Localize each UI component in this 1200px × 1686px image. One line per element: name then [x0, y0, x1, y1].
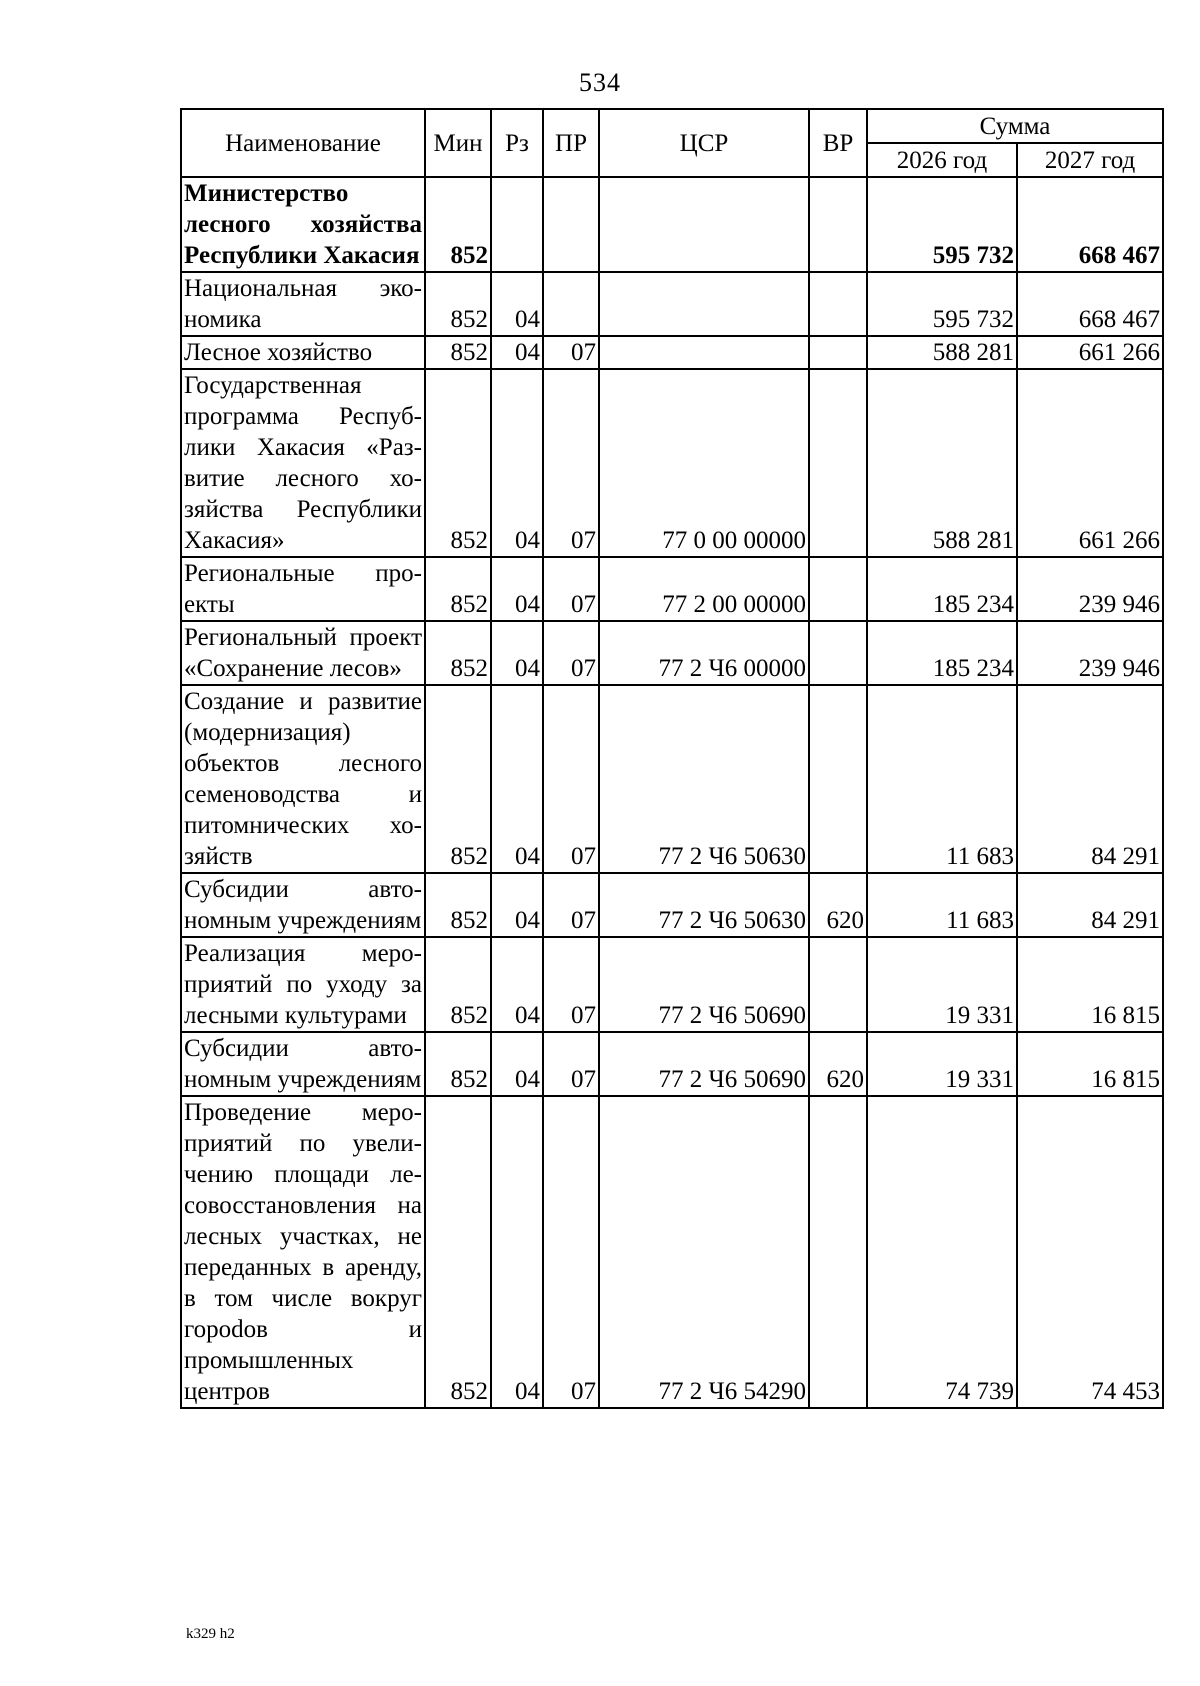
cell-name: Субсидии автономным учреждениям [181, 1032, 425, 1096]
cell-name: Лесное хозяйство [181, 336, 425, 369]
cell-min: 852 [425, 1032, 491, 1096]
cell-rz: 04 [491, 685, 543, 873]
table-row [181, 336, 1163, 369]
cell-pr [543, 272, 599, 336]
cell-csr: 77 2 Ч6 50690 [599, 1032, 809, 1096]
cell-rz: 04 [491, 369, 543, 557]
cell-sum-2026: 19 331 [867, 1032, 1017, 1096]
header-year-2026: 2026 год [867, 143, 1017, 177]
table-row [181, 369, 1163, 557]
page-number: 534 [579, 68, 621, 97]
cell-vr [809, 369, 867, 557]
cell-pr: 07 [543, 685, 599, 873]
cell-min: 852 [425, 873, 491, 937]
cell-sum-2027: 239 946 [1017, 557, 1163, 621]
cell-min: 852 [425, 557, 491, 621]
cell-sum-2026: 19 331 [867, 937, 1017, 1032]
cell-min: 852 [425, 272, 491, 336]
cell-name: Создание и развитие (модернизация) объектов лесного семеноводства и питомнических хозяйств [181, 685, 425, 873]
header-rz: Рз [491, 109, 543, 177]
cell-vr [809, 621, 867, 685]
cell-csr: 77 0 00 00000 [599, 369, 809, 557]
cell-min: 852 [425, 621, 491, 685]
cell-sum-2027: 661 266 [1017, 336, 1163, 369]
cell-vr [809, 685, 867, 873]
cell-min: 852 [425, 177, 491, 272]
cell-sum-2026: 595 732 [867, 272, 1017, 336]
cell-rz: 04 [491, 557, 543, 621]
cell-pr: 07 [543, 1096, 599, 1408]
cell-pr: 07 [543, 1032, 599, 1096]
cell-rz: 04 [491, 336, 543, 369]
cell-vr [809, 557, 867, 621]
cell-csr [599, 272, 809, 336]
cell-sum-2027: 239 946 [1017, 621, 1163, 685]
cell-sum-2027: 16 815 [1017, 937, 1163, 1032]
table-row [181, 177, 1163, 272]
table-row [181, 621, 1163, 685]
cell-vr [809, 177, 867, 272]
cell-vr: 620 [809, 873, 867, 937]
cell-csr: 77 2 Ч6 00000 [599, 621, 809, 685]
cell-csr: 77 2 Ч6 50630 [599, 873, 809, 937]
cell-pr: 07 [543, 557, 599, 621]
cell-name: Проведение мероприятий по увеличению площади лесовосстановления на лесных участках, не переданных в аренду, в том числе вокруг гороdов и промышленных центров [181, 1096, 425, 1408]
table-row [181, 1032, 1163, 1096]
cell-pr: 07 [543, 621, 599, 685]
cell-sum-2026: 588 281 [867, 369, 1017, 557]
cell-pr: 07 [543, 369, 599, 557]
header-min: Мин [425, 109, 491, 177]
cell-rz: 04 [491, 272, 543, 336]
cell-sum-2026: 11 683 [867, 685, 1017, 873]
header-name: Наименование [181, 109, 425, 177]
cell-pr: 07 [543, 937, 599, 1032]
cell-csr [599, 336, 809, 369]
cell-sum-2027: 74 453 [1017, 1096, 1163, 1408]
cell-sum-2027: 668 467 [1017, 272, 1163, 336]
table-body [181, 177, 1163, 1408]
cell-vr [809, 937, 867, 1032]
cell-vr [809, 336, 867, 369]
cell-min: 852 [425, 937, 491, 1032]
cell-name: Реализация мероприятий по уходу за лесными культурами [181, 937, 425, 1032]
cell-rz: 04 [491, 621, 543, 685]
cell-name: Государственная программа Республики Хакасия «Развитие лесного хозяйства Республики Хакасия» [181, 369, 425, 557]
cell-sum-2027: 16 815 [1017, 1032, 1163, 1096]
header-pr: ПР [543, 109, 599, 177]
table-row [181, 557, 1163, 621]
table-row [181, 873, 1163, 937]
cell-vr [809, 1096, 867, 1408]
cell-sum-2027: 668 467 [1017, 177, 1163, 272]
cell-pr: 07 [543, 336, 599, 369]
cell-name: Национальная экономика [181, 272, 425, 336]
cell-rz: 04 [491, 1096, 543, 1408]
header-vr: ВР [809, 109, 867, 177]
table-row [181, 685, 1163, 873]
cell-sum-2026: 595 732 [867, 177, 1017, 272]
cell-rz: 04 [491, 1032, 543, 1096]
cell-rz [491, 177, 543, 272]
header-year-2027: 2027 год [1017, 143, 1163, 177]
cell-csr: 77 2 00 00000 [599, 557, 809, 621]
cell-min: 852 [425, 1096, 491, 1408]
cell-vr [809, 272, 867, 336]
table-row [181, 937, 1163, 1032]
cell-name: Субсидии автономным учреждениям [181, 873, 425, 937]
cell-sum-2027: 661 266 [1017, 369, 1163, 557]
table-row [181, 1096, 1163, 1408]
cell-csr: 77 2 Ч6 50630 [599, 685, 809, 873]
cell-csr [599, 177, 809, 272]
cell-sum-2026: 74 739 [867, 1096, 1017, 1408]
cell-name: Министерство лесного хозяйства Республики Хакасия [181, 177, 425, 272]
cell-name: Региональный проект «Сохранение лесов» [181, 621, 425, 685]
cell-csr: 77 2 Ч6 50690 [599, 937, 809, 1032]
budget-table [180, 108, 1164, 1409]
table-row [181, 272, 1163, 336]
header-sum: Сумма [867, 109, 1163, 143]
header-csr: ЦСР [599, 109, 809, 177]
footer-code: k329 h2 [186, 1626, 235, 1642]
cell-min: 852 [425, 369, 491, 557]
cell-sum-2026: 185 234 [867, 557, 1017, 621]
cell-sum-2026: 11 683 [867, 873, 1017, 937]
cell-pr [543, 177, 599, 272]
cell-name: Региональные проекты [181, 557, 425, 621]
cell-csr: 77 2 Ч6 54290 [599, 1096, 809, 1408]
cell-rz: 04 [491, 873, 543, 937]
cell-sum-2026: 588 281 [867, 336, 1017, 369]
cell-pr: 07 [543, 873, 599, 937]
cell-rz: 04 [491, 937, 543, 1032]
cell-min: 852 [425, 336, 491, 369]
cell-min: 852 [425, 685, 491, 873]
cell-sum-2027: 84 291 [1017, 685, 1163, 873]
cell-sum-2026: 185 234 [867, 621, 1017, 685]
cell-vr: 620 [809, 1032, 867, 1096]
cell-sum-2027: 84 291 [1017, 873, 1163, 937]
